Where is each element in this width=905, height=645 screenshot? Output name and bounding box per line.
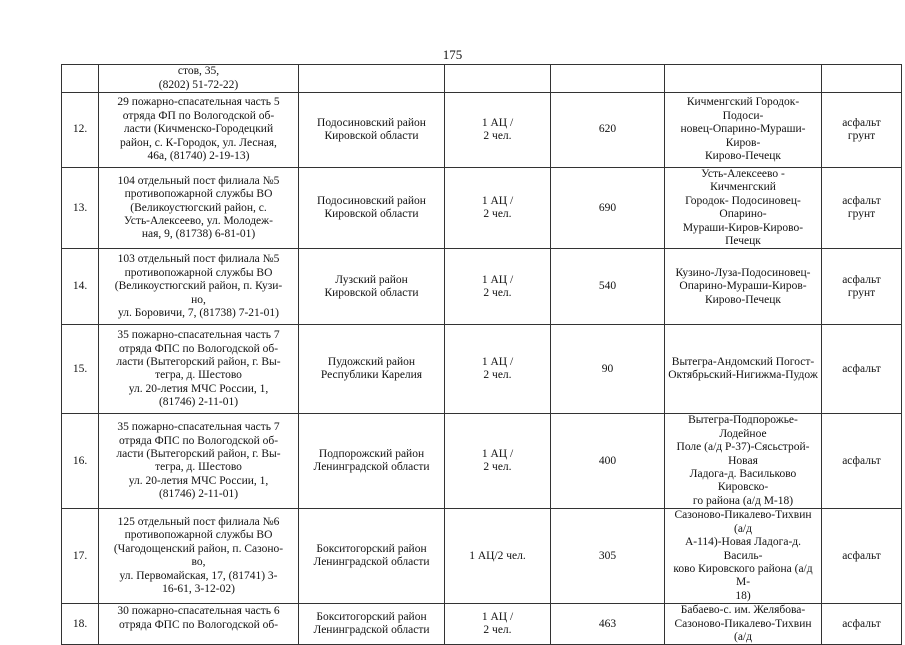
organization-cell: 30 пожарно-спасательная часть 6 отряда ФПС по Вологодской об- — [99, 604, 299, 645]
forces-cell: 1 АЦ / 2 чел. — [445, 93, 551, 168]
forces-cell: 1 АЦ / 2 чел. — [445, 168, 551, 249]
organization-cell: 35 пожарно-спасательная часть 7 отряда ФПС по Вологодской об- ласти (Вытегорский район, г. Вы- тегра, д. Шестово ул. 20-летия МЧС России, 1, (81746) 2-11-01) — [99, 325, 299, 414]
district-cell: Бокситогорский район Ленинградской области — [299, 604, 445, 645]
organization-cell: 103 отдельный пост филиала №5 противопожарной службы ВО (Великоустюгский район, п. Кузи- но, ул. Боровичи, 7, (81738) 7-21-01) — [99, 249, 299, 325]
row-number: 12. — [62, 93, 99, 168]
row-number: 17. — [62, 509, 99, 604]
route-cell — [665, 65, 822, 93]
surface-cell: асфальт — [822, 414, 902, 509]
forces-cell: 1 АЦ / 2 чел. — [445, 604, 551, 645]
surface-cell: асфальт — [822, 604, 902, 645]
distance-cell: 305 — [551, 509, 665, 604]
surface-cell: асфальт грунт — [822, 168, 902, 249]
organization-cell: 29 пожарно-спасательная часть 5 отряда ФП по Вологодской об- ласти (Кичменско-Городецкий район, с. К-Городок, ул. Лесная, 46а, (81740) 2-19-13) — [99, 93, 299, 168]
distance-cell: 690 — [551, 168, 665, 249]
table-row — [62, 65, 902, 93]
row-number — [62, 65, 99, 93]
distance-cell: 90 — [551, 325, 665, 414]
route-cell: Вытегра-Подпорожье-Лодейное Поле (а/д Р-37)-Сясьстрой-Новая Ладога-д. Васильково Кировско- го района (а/д М-18) — [665, 414, 822, 509]
forces-cell — [445, 65, 551, 93]
surface-cell: асфальт — [822, 325, 902, 414]
surface-cell: асфальт грунт — [822, 249, 902, 325]
distance-cell: 540 — [551, 249, 665, 325]
forces-cell: 1 АЦ/2 чел. — [445, 509, 551, 604]
forces-cell: 1 АЦ / 2 чел. — [445, 414, 551, 509]
page-number: 175 — [442, 47, 463, 62]
row-number: 13. — [62, 168, 99, 249]
organization-cell: 104 отдельный пост филиала №5 противопожарной службы ВО (Великоустюгский район, с. Усть-Алексеево, ул. Молодеж- ная, 9, (81738) 6-81-01) — [99, 168, 299, 249]
district-cell: Подпорожский район Ленинградской области — [299, 414, 445, 509]
district-cell: Лузский район Кировской области — [299, 249, 445, 325]
row-number: 16. — [62, 414, 99, 509]
district-cell: Бокситогорский район Ленинградской области — [299, 509, 445, 604]
distance-cell: 620 — [551, 93, 665, 168]
route-cell: Бабаево-с. им. Желябова- Сазоново-Пикалево-Тихвин (а/д — [665, 604, 822, 645]
row-number: 18. — [62, 604, 99, 645]
forces-cell: 1 АЦ / 2 чел. — [445, 325, 551, 414]
forces-cell: 1 АЦ / 2 чел. — [445, 249, 551, 325]
surface-cell — [822, 65, 902, 93]
organization-cell: стов, 35, (8202) 51-72-22) — [99, 65, 299, 93]
row-number: 15. — [62, 325, 99, 414]
distance-cell: 400 — [551, 414, 665, 509]
table-row — [62, 168, 902, 249]
distance-cell — [551, 65, 665, 93]
surface-cell: асфальт грунт — [822, 93, 902, 168]
row-number: 14. — [62, 249, 99, 325]
table-row — [62, 93, 902, 168]
table-row — [62, 604, 902, 645]
district-cell: Подосиновский район Кировской области — [299, 168, 445, 249]
route-cell: Кузино-Луза-Подосиновец- Опарино-Мураши-Киров- Кирово-Печецк — [665, 249, 822, 325]
table-row — [62, 509, 902, 604]
surface-cell: асфальт — [822, 509, 902, 604]
route-cell: Вытегра-Андомский Погост- Октябрьский-Нигижма-Пудож — [665, 325, 822, 414]
route-cell: Кичменгский Городок- Подоси- новец-Опарино-Мураши-Киров- Кирово-Печецк — [665, 93, 822, 168]
distance-cell: 463 — [551, 604, 665, 645]
fire-stations-table — [61, 64, 902, 645]
district-cell: Пудожский район Республики Карелия — [299, 325, 445, 414]
organization-cell: 35 пожарно-спасательная часть 7 отряда ФПС по Вологодской об- ласти (Вытегорский район, г. Вы- тегра, д. Шестово ул. 20-летия МЧС России, 1, (81746) 2-11-01) — [99, 414, 299, 509]
organization-cell: 125 отдельный пост филиала №6 противопожарной службы ВО (Чагодощенский район, п. Сазоно- во, ул. Первомайская, 17, (81741) 3- 16-61, 3-12-02) — [99, 509, 299, 604]
route-cell: Сазоново-Пикалево-Тихвин (а/д А-114)-Новая Ладога-д. Василь- ково Кировского района (а/д М- 18) — [665, 509, 822, 604]
route-cell: Усть-Алексеево - Кичменгский Городок- Подосиновец-Опарино- Мураши-Киров-Кирово-Печецк — [665, 168, 822, 249]
district-cell: Подосиновский район Кировской области — [299, 93, 445, 168]
table-row — [62, 414, 902, 509]
district-cell — [299, 65, 445, 93]
table-row — [62, 249, 902, 325]
table-row — [62, 325, 902, 414]
